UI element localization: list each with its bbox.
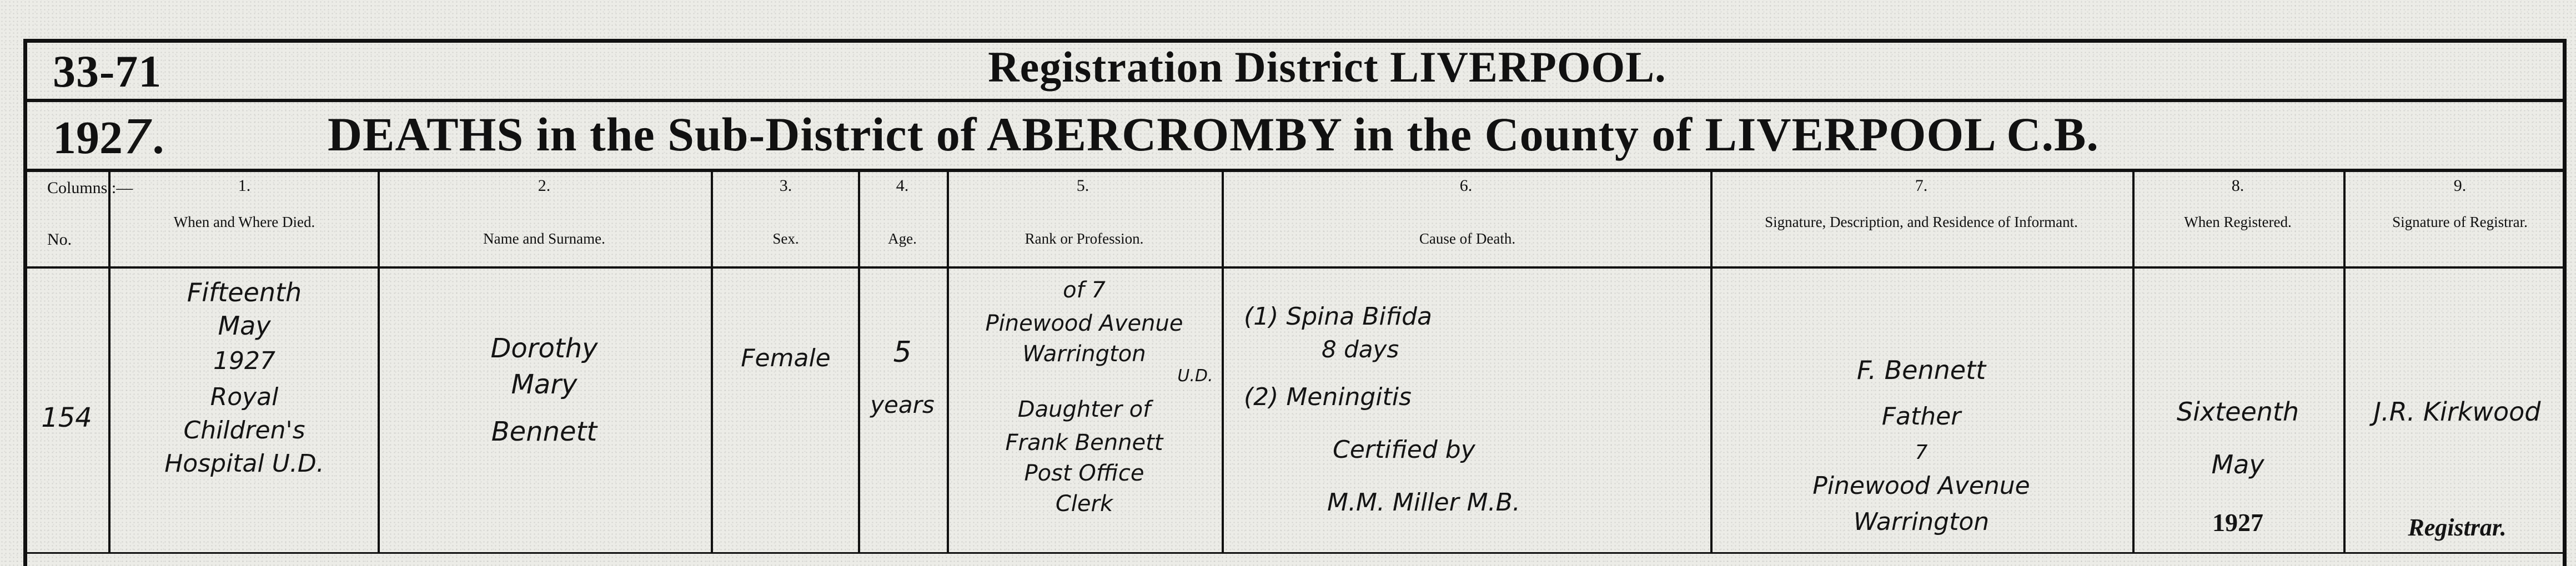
year-handwritten: 7 xyxy=(123,110,153,164)
col-num-6: 6. xyxy=(1459,176,1473,195)
informant-line: F. Bennett xyxy=(1856,355,1986,385)
col-num-3: 3. xyxy=(779,176,792,195)
heading-sex: Sex. xyxy=(772,230,799,247)
heading-registrar: Signature of Registrar. xyxy=(2392,214,2528,230)
header-rule xyxy=(23,99,2567,102)
col-num-2: 2. xyxy=(538,176,551,195)
name-line: Bennett xyxy=(491,416,597,447)
rank-line: Daughter of xyxy=(1017,397,1151,422)
registrar-title: Registrar. xyxy=(2408,514,2507,541)
when-where-line: May xyxy=(218,311,271,341)
columns-label: Columns :— xyxy=(47,179,133,197)
col-num-7: 7. xyxy=(1915,176,1928,195)
registered-line: Sixteenth xyxy=(2176,397,2299,427)
rank-line: Pinewood Avenue xyxy=(985,311,1183,336)
registered-line: 1927 xyxy=(2212,508,2263,537)
cause-line: (2) Meningitis xyxy=(1244,383,1412,411)
title-rule xyxy=(23,169,2567,172)
informant-line: Father xyxy=(1881,402,1961,431)
rank-line: Clerk xyxy=(1055,491,1113,517)
col-num-5: 5. xyxy=(1076,176,1089,195)
deaths-title: DEATHS in the Sub-District of ABERCROMBY in the County of LIVERPOOL C.B. xyxy=(328,108,2099,161)
when-where-line: Royal xyxy=(210,383,279,411)
col-sep xyxy=(2343,171,2346,554)
col-sep xyxy=(1222,171,1224,554)
col-num-8: 8. xyxy=(2231,176,2244,195)
heading-rank: Rank or Profession. xyxy=(1025,230,1144,247)
cause-line: 8 days xyxy=(1322,336,1399,363)
when-where-line: Hospital U.D. xyxy=(164,449,324,478)
age-unit: years xyxy=(870,391,935,418)
rank-line: Post Office xyxy=(1024,461,1144,486)
age-value: 5 xyxy=(893,336,912,369)
entry-bottom-rule xyxy=(23,552,2567,554)
col-num-4: 4. xyxy=(896,176,909,195)
reference-number: 33-71 xyxy=(53,46,162,97)
cause-line: (1) Spina Bifida xyxy=(1244,302,1432,331)
name-line: Mary xyxy=(511,369,578,400)
registered-line: May xyxy=(2211,449,2264,479)
heading-age: Age. xyxy=(888,230,917,247)
col-num-1: 1. xyxy=(238,176,251,195)
district-title: Registration District LIVERPOOL. xyxy=(988,43,1666,91)
name-line: Dorothy xyxy=(490,333,598,364)
cause-line: Certified by xyxy=(1333,436,1475,464)
col-sep xyxy=(858,171,860,554)
sex-value: Female xyxy=(741,344,831,372)
year-printed: 192 xyxy=(53,112,123,164)
rank-line: Warrington xyxy=(1022,341,1146,367)
col-sep xyxy=(108,171,111,554)
rank-line: of 7 xyxy=(1063,277,1106,303)
heading-name: Name and Surname. xyxy=(483,230,605,247)
rank-line: Frank Bennett xyxy=(1005,430,1163,456)
when-where-line: Children's xyxy=(183,416,305,444)
rank-line: U.D. xyxy=(1177,366,1213,386)
column-heading-rule xyxy=(23,266,2567,269)
entry-number: 154 xyxy=(41,402,92,433)
cause-line: M.M. Miller M.B. xyxy=(1327,488,1520,517)
when-where-line: Fifteenth xyxy=(187,277,302,307)
heading-registered: When Registered. xyxy=(2184,214,2292,230)
year-suffix: . xyxy=(152,112,164,164)
no-heading: No. xyxy=(47,230,72,249)
registrar-signature: J.R. Kirkwood xyxy=(2373,397,2541,427)
col-sep xyxy=(947,171,949,554)
informant-line: 7 xyxy=(1915,441,1928,464)
heading-when-where: When and Where Died. xyxy=(173,214,315,230)
heading-informant: Signature, Description, and Residence of Informant. xyxy=(1765,214,2078,230)
col-sep xyxy=(378,171,380,554)
heading-cause: Cause of Death. xyxy=(1419,230,1516,247)
informant-line: Pinewood Avenue xyxy=(1812,472,2030,500)
col-sep xyxy=(2132,171,2135,554)
col-num-9: 9. xyxy=(2453,176,2467,195)
informant-line: Warrington xyxy=(1853,508,1990,536)
col-sep xyxy=(711,171,713,554)
when-where-line: 1927 xyxy=(213,347,275,375)
col-sep xyxy=(1710,171,1713,554)
